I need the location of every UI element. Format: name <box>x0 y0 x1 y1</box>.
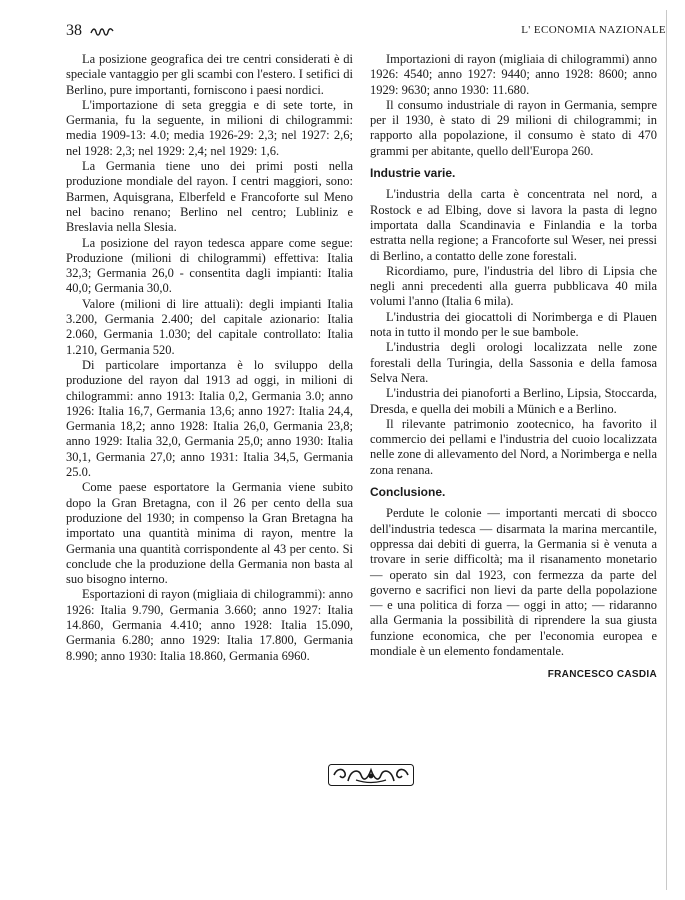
end-of-article-ornament-icon <box>328 764 414 786</box>
page-edge-rule <box>666 10 667 890</box>
section-heading-industrie: Industrie varie. <box>370 166 456 181</box>
paragraph: Il consumo industriale di rayon in Germania, sempre per il 1930, è stato di 29 milioni di chilogrammi; in rapporto alla popolazione, il consumo è stato di 470 grammi per abitante, quello dell'Europa 260. <box>370 97 657 158</box>
page-number: 38 <box>66 22 82 39</box>
left-column <box>66 52 353 664</box>
author-signature: FRANCESCO CASDIA <box>547 669 657 681</box>
running-head: L' ECONOMIA NAZIONALE <box>521 24 666 36</box>
paragraph: L'industria della carta è concentrata nel nord, a Rostock e ad Elbing, dove si lavora la pasta di legno importata dalla Scandinavia e Finlandia e la torba estratta nella regione; a Francoforte sul Weser, nei pressi di Berlino, a contatto delle zone forestali. <box>370 187 657 263</box>
paragraph: L'industria dei giocattoli di Norimberga e di Plauen nota in tutto il mondo per le sue bambole. <box>370 309 657 340</box>
paragraph: Esportazioni di rayon (migliaia di chilogrammi): anno 1926: Italia 9.790, Germania 3.660; anno 1927: Italia 14.860, Germania 4.410; anno 1928: Italia 15.090, Germania 6.280; anno 1929: Italia 17.800, Germania 8.990; anno 1930: Italia 18.860, Germania 6960. <box>66 587 353 663</box>
paragraph: Ricordiamo, pure, l'industria del libro di Lipsia che negli anni precedenti alla guerra pubblicava 40 mila volumi l'anno (Italia 6 mila). <box>370 263 657 309</box>
paragraph: Di particolare importanza è lo sviluppo della produzione del rayon dal 1913 ad oggi, in milioni di chilogrammi: anno 1913: Italia 0,2, Germania 3.0; anno 1926: Italia 16,7, Germania 13,6; anno 1927: Italia 24,4, Germania 18,2; anno 1928: Italia 26,0, Germania 23,8; anno 1929: Italia 32,0, Germania 25,0; anno 1930: Italia 30,1, Germania 27,0; anno 1931: Italia 34,5, Germania 25.0. <box>66 357 353 480</box>
paragraph: Il rilevante patrimonio zootecnico, ha favorito il commercio dei pellami e l'industria del cuoio localizzata nelle zone di allevamento del Nord, a Norimberga e nella zona renana. <box>370 416 657 477</box>
paragraph: La posizione del rayon tedesca appare come segue: Produzione (milioni di chilogrammi) effettiva: Italia 32,3; Germania 26,0 - consentita dagli impianti: Italia 40,0; Germania 30,0. <box>66 235 353 296</box>
paragraph: Come paese esportatore la Germania viene subito dopo la Gran Bretagna, con il 26 per cento della sua produzione del 1930; in compenso la Gran Bretagna ha importato una quantità minima di rayon, mentre la Germania una quantità corrispondente al 43 per cento. Si conclude che la produzione della Germania non basta al suo bisogno interno. <box>66 480 353 587</box>
paragraph: L'importazione di seta greggia e di sete torte, in Germania, fu la seguente, in milioni di chilogrammi: media 1909-13: 4.0; media 1926-29: 2,3; nel 1927: 2,6; nel 1928: 2,3; nel 1929: 2,4; nel 1929: 1,6. <box>66 97 353 158</box>
paragraph: Perdute le colonie — importanti mercati di sbocco dell'industria tedesca — disarmata la marina mercantile, oppressa dai debiti di guerra, la Germania si è venuta a trovare in serie difficoltà; ma il risanamento monetario — operato sin dal 1923, con fermezza da parte del governo e sacrifici non lievi da parte della popolazione — e una politica di forza — oggi in atto; — ridaranno alla Germania la possibilità di riprendere la sua giusta funzione economica, che per l'economia europea e mondiale è un elemento fondamentale. <box>370 506 657 658</box>
paragraph: L'industria degli orologi localizzata nelle zone forestali della Turingia, della Sassonia e della famosa Selva Nera. <box>370 340 657 385</box>
page-header <box>66 22 666 42</box>
section-heading-conclusione: Conclusione. <box>370 485 446 500</box>
paragraph: Valore (milioni di lire attuali): degli impianti Italia 3.200, Germania 2.400; del capitale azionario: Italia 2.060, Germania 1.030; del capitale controllato: Italia 1.210, Germania 520. <box>66 296 353 357</box>
paragraph: Importazioni di rayon (migliaia di chilogrammi) anno 1926: 4540; anno 1927: 9440; anno 1928: 8600; anno 1929: 9630; anno 1930: 11.680. <box>370 52 657 97</box>
paragraph: La Germania tiene uno dei primi posti nella produzione mondiale del rayon. I centri maggiori, sono: Barmen, Aquisgrana, Elberfeld e Francoforte sul Meno nel bacino renano; Berlino nel centro; Lubliniz e Breslavia nella Slesia. <box>66 159 353 235</box>
squiggle-ornament-icon <box>90 27 114 37</box>
paragraph: La posizione geografica dei tre centri considerati è di speciale vantaggio per gli scambi con l'estero. I setifici di Berlino, pure importanti, forniscono i paesi nordici. <box>66 52 353 97</box>
paragraph: L'industria dei pianoforti a Berlino, Lipsia, Stoccarda, Dresda, e quella dei mobili a Münich e a Berlino. <box>370 386 657 416</box>
right-column <box>370 52 657 683</box>
